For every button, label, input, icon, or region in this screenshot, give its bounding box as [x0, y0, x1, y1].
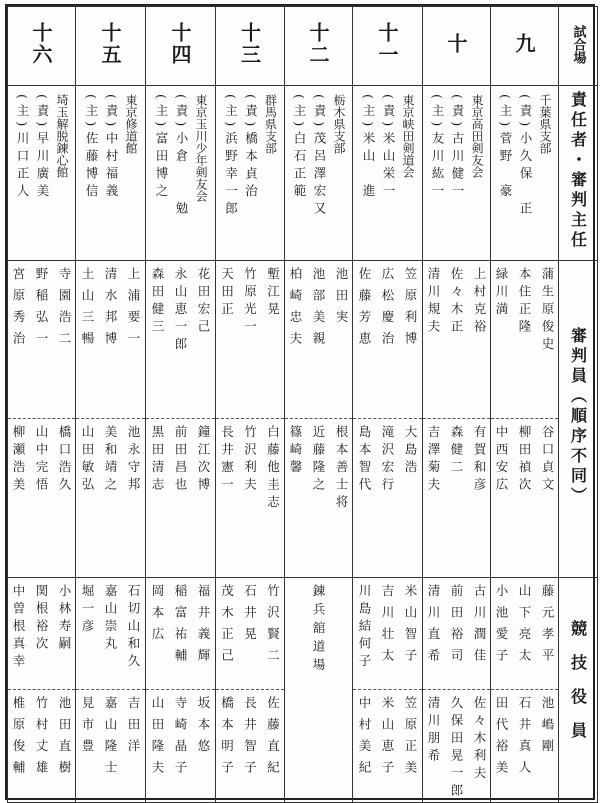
- venue-13: [216, 7, 285, 86]
- referee-name: 柏崎忠夫: [288, 267, 303, 353]
- chief-name: (責)古川健一: [450, 94, 465, 202]
- referee-name: 清水邦博: [103, 267, 118, 353]
- referee-name: 蒲生原俊史: [540, 267, 555, 355]
- referee-name: 竹沢利夫: [242, 425, 258, 495]
- official-name: 堀一彦: [80, 584, 95, 637]
- official-name: 田代裕美: [494, 696, 509, 782]
- official-name: 坂本悠: [196, 696, 211, 761]
- referee-name: 土山三暢: [80, 267, 95, 353]
- org-name: 群馬県支部: [263, 94, 278, 154]
- official-name: 嘉山隆士: [103, 696, 118, 782]
- responsible-label: 責任者・審判主任: [568, 91, 588, 251]
- official-name: 藤元孝平: [540, 584, 555, 670]
- referee-name: 上村克裕: [472, 267, 487, 337]
- official-name: 池田直樹: [57, 696, 72, 782]
- referee-name: 天田正: [219, 267, 235, 320]
- referee-name: 滝沢宏行: [380, 425, 395, 495]
- responsible-cell: [423, 86, 491, 261]
- dojo-name: 錬兵舘道場: [311, 584, 326, 677]
- officials-table: [7, 6, 598, 803]
- referee-name: 山田敏弘: [80, 425, 95, 495]
- official-name: 中曽根真幸: [11, 584, 26, 672]
- referee-name: 吉澤菊夫: [426, 425, 441, 495]
- venue-14: [146, 7, 216, 86]
- referee-name: 柳田禎次: [517, 425, 532, 495]
- referee-name: 佐藤芳恵: [357, 267, 372, 353]
- referee-name: 篠崎馨: [288, 425, 303, 478]
- tournament-officials-sheet: [5, 4, 595, 800]
- venue-9: [491, 7, 559, 86]
- officials-cell: [76, 578, 146, 803]
- referee-name: 池永守邦: [126, 425, 141, 495]
- org-name: 東京修道館: [124, 94, 138, 154]
- officials-cell: [423, 578, 491, 803]
- venue-11: [353, 7, 423, 86]
- official-name: 川島結何子: [357, 584, 372, 672]
- referee-name: 永山恵一郎: [173, 267, 188, 355]
- head-referee-name: (主)浜野幸一郎: [223, 94, 239, 219]
- head-referee-name: (主)富田博之: [154, 94, 169, 202]
- official-name: 橋本明子: [219, 696, 235, 782]
- referees-cell: [423, 261, 491, 578]
- venue-header-row: [8, 7, 598, 86]
- referees-row: [8, 261, 598, 578]
- officials-cell: [491, 578, 559, 803]
- referee-name: 谷口貞文: [540, 425, 555, 495]
- head-referee-name: (主)白石正範: [292, 94, 307, 202]
- venue-number: 十五: [98, 22, 122, 66]
- org-name: 東京高田剣友会: [470, 94, 484, 178]
- official-name: 竹村丈雄: [34, 696, 49, 782]
- referees-label: 審判員（順序不同）: [568, 327, 588, 507]
- org-name: 埼玉解脱錬心館: [55, 94, 69, 178]
- head-referee-name: (主)菅野 豪: [498, 94, 513, 202]
- venue-label: 試合場: [570, 24, 586, 64]
- official-name: 清川朋希: [426, 696, 441, 766]
- referee-name: 黒田清志: [150, 425, 165, 495]
- referee-name: 池部美親: [311, 267, 326, 353]
- venue-label-cell: [559, 7, 598, 86]
- official-name: 吉田洋: [126, 696, 141, 761]
- official-name: 福井義輝: [196, 584, 211, 670]
- officials-cell: [285, 578, 353, 803]
- official-name: 長井智子: [242, 696, 258, 782]
- referees-cell: [285, 261, 353, 578]
- official-name: 山下亮太: [517, 584, 532, 670]
- official-name: 稲富祐輔: [173, 584, 188, 670]
- officials-row: [8, 578, 598, 803]
- referee-name: 根本善士将: [334, 425, 349, 513]
- responsible-cell: [285, 86, 353, 261]
- referee-name: 宮原秀治: [11, 267, 26, 353]
- official-name: 嘉山崇丸: [103, 584, 118, 654]
- officials-cell: [353, 578, 423, 803]
- referee-name: 森田健三: [150, 267, 165, 337]
- referee-name: 森健二: [449, 425, 464, 478]
- head-referee-name: (主)米山 進: [361, 94, 376, 202]
- head-referee-name: (主)佐藤博信: [84, 94, 99, 202]
- head-referee-name: (主)川口正人: [15, 94, 30, 202]
- official-name: 竹沢賢二: [265, 584, 281, 670]
- official-name: 佐藤直紀: [265, 696, 281, 782]
- referees-cell: [76, 261, 146, 578]
- responsible-cell: [146, 86, 216, 261]
- referee-name: 広松慶治: [380, 267, 395, 353]
- referees-cell: [146, 261, 216, 578]
- chief-name: (責)橋本貞治: [243, 94, 259, 202]
- officials-label: 競技役員: [568, 620, 588, 756]
- referee-name: 笠原利博: [403, 267, 418, 353]
- venue-10: [423, 7, 491, 86]
- official-name: 米山恵子: [380, 696, 395, 782]
- responsible-row: [8, 86, 598, 261]
- referee-name: 清川規夫: [426, 267, 441, 337]
- official-name: 茂木正己: [219, 584, 235, 670]
- official-name: 関根裕次: [34, 584, 49, 654]
- referee-name: 白藤他圭志: [265, 425, 281, 513]
- official-name: 古川潤佳: [472, 584, 487, 670]
- chief-name: (責)中村福義: [104, 94, 119, 202]
- venue-number: 九: [512, 33, 536, 55]
- referee-name: 鐘江次博: [196, 425, 211, 495]
- official-name: 椎原俊輔: [11, 696, 26, 782]
- venue-15: [76, 7, 146, 86]
- referee-name: 大島浩: [403, 425, 418, 478]
- responsible-cell: [216, 86, 285, 261]
- chief-name: (責)茂呂澤宏又: [312, 94, 327, 219]
- responsible-cell: [76, 86, 146, 261]
- official-name: 石井真人: [517, 696, 532, 782]
- official-name: 吉川壮太: [380, 584, 395, 670]
- referee-name: 中西安広: [494, 425, 509, 495]
- referee-name: 塹江晃: [265, 267, 281, 320]
- official-name: 佐々木利夫: [472, 696, 487, 784]
- official-name: 前田裕司: [449, 584, 464, 670]
- official-name: 小池愛子: [494, 584, 509, 670]
- official-name: 石切山和久: [126, 584, 141, 672]
- chief-name: (責)米山栄一: [381, 94, 396, 202]
- official-name: 小林寿嗣: [57, 584, 72, 654]
- responsible-cell: [8, 86, 76, 261]
- referee-name: 本住正隆: [517, 267, 532, 337]
- official-name: 中村美紀: [357, 696, 372, 782]
- venue-number: 十六: [29, 22, 53, 66]
- responsible-label-cell: [559, 86, 598, 261]
- venue-number: 十二: [306, 22, 330, 66]
- venue-number: 十: [444, 33, 468, 55]
- venue-number: 十四: [168, 22, 192, 66]
- venue-number: 十一: [375, 22, 399, 66]
- referee-name: 池田実: [334, 267, 349, 332]
- official-name: 久保田晃一郎: [449, 696, 464, 801]
- referee-name: 長井憲一: [219, 425, 235, 495]
- org-name: 千葉県支部: [538, 94, 552, 154]
- official-name: 笠原正美: [403, 696, 418, 782]
- referee-name: 花田宏己: [196, 267, 211, 337]
- referee-name: 佐々木正: [449, 267, 464, 337]
- official-name: 見市豊: [80, 696, 95, 761]
- responsible-cell: [353, 86, 423, 261]
- referee-name: 橋口浩久: [57, 425, 72, 495]
- referee-name: 前田昌也: [173, 425, 188, 495]
- officials-cell: [216, 578, 285, 803]
- venue-number: 十三: [237, 22, 262, 66]
- referee-name: 島本智代: [357, 425, 372, 495]
- chief-name: (責)早川廣美: [35, 94, 50, 202]
- referee-name: 寺園浩二: [57, 267, 72, 353]
- officials-cell: [146, 578, 216, 803]
- official-name: 清川直希: [426, 584, 441, 670]
- official-name: 山田隆夫: [150, 696, 165, 782]
- official-name: 米山智子: [403, 584, 418, 670]
- officials-label-cell: [559, 578, 598, 803]
- chief-name: (責)小久保 正: [518, 94, 533, 219]
- referee-name: 野稲弘一: [34, 267, 49, 353]
- org-name: 栃木県支部: [332, 94, 346, 154]
- official-name: 石井晃: [242, 584, 258, 649]
- referee-name: 竹原光一: [242, 267, 258, 337]
- referees-cell: [8, 261, 76, 578]
- officials-cell: [8, 578, 76, 803]
- referee-name: 緑川満: [494, 267, 509, 320]
- referees-cell: [491, 261, 559, 578]
- referee-name: 有賀和彦: [472, 425, 487, 495]
- referee-name: 近藤隆之: [311, 425, 326, 495]
- venue-12: [285, 7, 353, 86]
- responsible-cell: [491, 86, 559, 261]
- org-name: 東京玉川少年剣友会: [194, 94, 208, 202]
- head-referee-name: (主)友川紘一: [430, 94, 445, 202]
- chief-name: (責)小倉 勉: [174, 94, 189, 219]
- referee-name: 美和靖之: [103, 425, 118, 495]
- referee-name: 上浦要一: [126, 267, 141, 353]
- org-name: 東京峡田剣道会: [401, 94, 415, 178]
- referees-cell: [353, 261, 423, 578]
- official-name: 岡本広: [150, 584, 165, 649]
- official-name: 寺崎晶子: [173, 696, 188, 782]
- referees-cell: [216, 261, 285, 578]
- referee-name: 柳瀬浩美: [11, 425, 26, 495]
- referees-label-cell: [559, 261, 598, 578]
- venue-16: [8, 7, 76, 86]
- official-name: 池嶋剛: [540, 696, 555, 761]
- referee-name: 山中完悟: [34, 425, 49, 495]
